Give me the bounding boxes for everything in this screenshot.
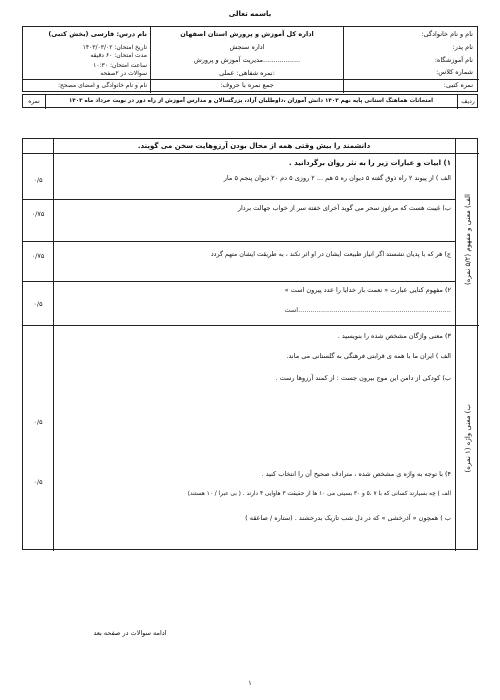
q4b-text: ب ) همچون « آذرخشی » که در دل شب تاریک بدرخشند . (ستاره / صاعقه ) [245, 514, 451, 522]
father-name-label: نام پدر: [452, 43, 473, 51]
exam-date: تاریخ امتحان: ۱۴۰۳/۰۳/۰۲ [82, 44, 147, 51]
duration: مدت امتحان: ۶۰ دقیقه [90, 52, 147, 59]
q3a-text: الف ) ایران ما با همه ی قرابتی فرهنگی به گلستانی می ماند. [286, 352, 451, 360]
q1-title: ۱) ابیات و عبارات زیر را به نثر روان برگردانید . [289, 159, 451, 167]
q4-title: ۴) با توجه به واژه ی مشخص شده ، مترادف صحیح آن را انتخاب کنید . [261, 470, 451, 478]
q1c-score: ۰/۷۵ [31, 252, 45, 260]
continue-note: ادامه سوالات در صفحه بعد [93, 629, 167, 637]
bismillah: باسمه تعالی [228, 10, 272, 18]
subject: نام درس: فارسی (بخش کتبی) [48, 30, 147, 38]
q1c-text: ج) هر که با پدیان نشستد اگر انیاز طبیعت ایشان در او اثر نکند ، به طریقت ایشان متهم گردد [210, 251, 451, 258]
q4a-text: الف ) چه بسیارند کسانی که با ۷ ،۵ و ۳۰ بسینی می ۱۰ ها از حقیقت ۳ هاوایی ۴ دارند . ( بی عبرا / ۱۰ هستند) [187, 491, 451, 497]
total-letters: جمع نمره با حروف: [220, 81, 274, 89]
section1-label: الف) معنی و مفهوم (۵/۲ نمره) [463, 194, 472, 285]
school-label: نام آموزشگاه: [434, 56, 473, 64]
banner [22, 94, 478, 108]
pages-count: سوالات در ۲صفحه [100, 70, 147, 77]
student-name-label: نام و نام خانوادگی: [421, 30, 473, 38]
q1b-score: ۰/۷۵ [31, 210, 45, 218]
q3-score: ۰/۵ [33, 418, 43, 426]
header-box [22, 26, 478, 92]
org-line1: اداره کل آموزش و پرورش استان اصفهان [180, 30, 314, 38]
q4-score: ۰/۵ [33, 478, 43, 486]
banner-text: امتحانات هماهنگ استانی پایه نهم ۱۴۰۳ دانش آموزان ،داوطلبان آزاد، بزرگسالان و مدارس آموزش از راه دور در نوبت خرداد ماه ۱۴۰۳ [68, 98, 434, 104]
section2-label: ب) معنی واژه (۱ نمره) [463, 404, 472, 473]
q1a-score: ۰/۵ [33, 176, 43, 184]
q3b-text: ب) کودکی از دامن این موج بیرون جست : از کمند آرزوها رست . [275, 374, 451, 382]
teacher-sign: نام و نام خانوادگی و امضای مصحح: [58, 82, 147, 89]
seat-label: شماره کلاس: [436, 68, 473, 76]
q1a-text: الف ) از پیوند ۲ راه ذوق گفته ۵ دیوان ره ۵ هم ... ۲ روزی ۵ دم ۲۰ دیوان پنجم ۵ مار [223, 174, 451, 182]
page-number: ۱ [248, 679, 252, 687]
q2-score: ۰/۵ [33, 300, 43, 308]
q2-text: ۲) مفهوم کنایی عبارت « نعمت بار خدایا را عدد پیرون است » [284, 286, 451, 294]
org-line3: مدیریت آموزش و پرورش.................. [193, 56, 301, 64]
org-line2: اداره سنجش [229, 43, 265, 51]
start-time: ساعت امتحان: ۱۰:۳۰ [93, 62, 147, 69]
final-score: نمره کتبی: [443, 81, 473, 89]
question-table [22, 138, 478, 550]
q2-answer-blank: ..........................................................................است [284, 306, 451, 314]
banner-row-label: ردیف [461, 98, 475, 105]
q1b-text: ب) غیبت هست که مرغوز سحر می گوید آخرای خفته سر از خواب جهالت بردار [237, 204, 451, 212]
q3-title: ۳) معنی واژگان مشخص شده را بنویسید . [337, 332, 451, 340]
oral-score: نمره شفاهی: عملی: [219, 69, 275, 77]
banner-score: نمره [28, 98, 40, 105]
motto: دانشمند را بیش وقتی همه از محال بودن آرزوهایت سخن می گویند. [137, 142, 371, 150]
